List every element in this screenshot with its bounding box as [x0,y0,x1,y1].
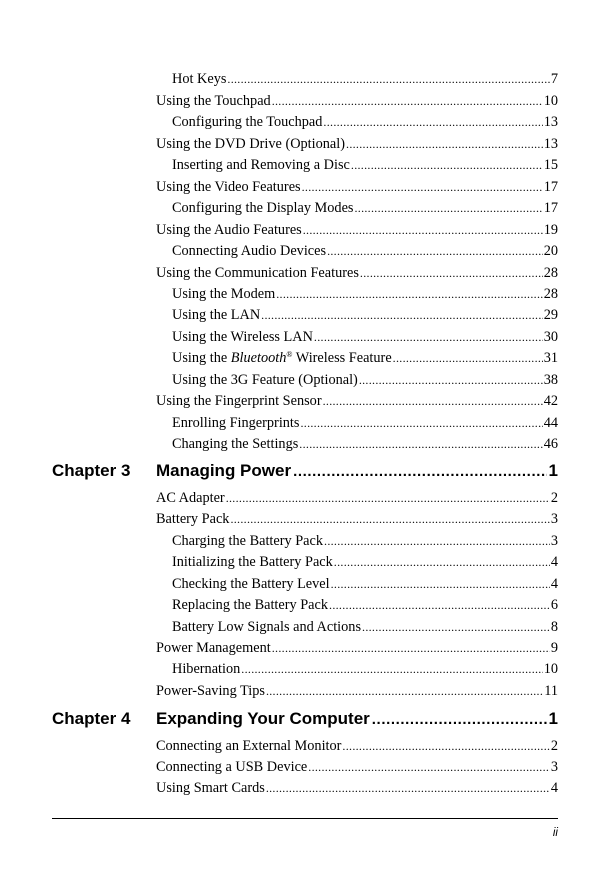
toc-subsection-entry[interactable] [172,532,558,550]
toc-section-entry[interactable] [156,392,558,410]
entry-title: Using the Fingerprint Sensor [156,393,322,409]
toc-subsection-entry[interactable] [172,242,558,260]
entry-page-number: 17 [543,200,558,216]
dot-leader [302,178,543,196]
dot-leader [323,113,542,131]
entry-page-number: 28 [543,286,558,302]
entry-title: Using the Communication Features [156,265,359,281]
dot-leader [329,596,550,614]
entry-page-number: 4 [550,576,558,592]
entry-title: Configuring the Display Modes [172,200,354,216]
toc-subsection-entry[interactable] [172,618,558,636]
entry-page-number: 10 [543,661,558,677]
entry-title: Hot Keys [172,71,227,87]
dot-leader [393,349,543,367]
toc-subsection-entry[interactable] [172,349,558,367]
entry-title: Changing the Settings [172,436,299,452]
dot-leader [227,70,549,88]
toc-subsection-entry[interactable] [172,660,558,678]
page-number: ii [552,827,558,839]
entry-page-number: 3 [550,511,558,527]
entry-page-number: 13 [543,114,558,130]
entry-page-number: 2 [550,490,558,506]
entry-title: Using the 3G Feature (Optional) [172,372,358,388]
entry-page-number: 19 [543,222,558,238]
entry-title: Charging the Battery Pack [172,533,324,549]
dot-leader [308,758,550,776]
entry-page-number: 7 [550,71,558,87]
entry-page-number: 4 [550,554,558,570]
dot-leader [230,510,549,528]
toc-section-entry[interactable] [156,737,558,755]
toc-subsection-entry[interactable] [172,199,558,217]
entry-page-number: 13 [543,136,558,152]
toc-subsection-entry[interactable] [172,70,558,88]
chapter-label: Chapter 4 [52,709,131,728]
entry-page-number: 38 [543,372,558,388]
entry-title: AC Adapter [156,490,225,506]
entry-title: Using the Touchpad [156,93,271,109]
toc-subsection-entry[interactable] [172,156,558,174]
entry-title: Connecting an External Monitor [156,738,342,754]
dot-leader [266,779,550,797]
chapter-label: Chapter 3 [52,461,131,480]
toc-subsection-entry[interactable] [172,328,558,346]
dot-leader [241,660,542,678]
entry-title: Using Smart Cards [156,780,265,796]
entry-page-number: 10 [543,93,558,109]
toc-subsection-entry[interactable] [172,113,558,131]
toc-subsection-entry[interactable] [172,371,558,389]
entry-page-number: 4 [550,780,558,796]
dot-leader [261,306,543,324]
dot-leader [359,371,543,389]
chapter-heading[interactable] [52,708,558,731]
entry-title: Using the Video Features [156,179,301,195]
dot-leader [324,532,550,550]
toc-section-entry[interactable] [156,682,558,700]
dot-leader [331,575,550,593]
entry-page-number: 31 [543,350,558,366]
entry-page-number: 46 [543,436,558,452]
dot-leader [351,156,543,174]
entry-title: Initializing the Battery Pack [172,554,333,570]
dot-leader [266,682,543,700]
toc-section-entry[interactable] [156,639,558,657]
registered-mark: ® [286,350,293,359]
dot-leader [314,328,543,346]
toc-subsection-entry[interactable] [172,414,558,432]
entry-title-italic: Bluetooth [230,350,287,366]
chapter-heading[interactable] [52,460,558,483]
toc-section-entry[interactable] [156,510,558,528]
chapter-title: Managing Power [156,461,292,480]
toc-subsection-entry[interactable] [172,575,558,593]
dot-leader [360,264,543,282]
dot-leader [272,639,550,657]
dot-leader [226,489,550,507]
entry-title: Enrolling Fingerprints [172,415,300,431]
entry-title: Using the DVD Drive (Optional) [156,136,346,152]
entry-page-number: 3 [550,759,558,775]
entry-page-number: 28 [543,265,558,281]
entry-page-number: 9 [550,640,558,656]
toc-subsection-entry[interactable] [172,306,558,324]
entry-title: Power Management [156,640,271,656]
entry-page-number: 2 [550,738,558,754]
entry-title: Battery Pack [156,511,230,527]
entry-title: Using the Wireless LAN [172,329,313,345]
entry-title: Using the LAN [172,307,261,323]
chapter-page-number: 1 [548,709,558,728]
entry-title: Inserting and Removing a Disc [172,157,350,173]
dot-leader [303,221,543,239]
entry-page-number: 20 [543,243,558,259]
entry-page-number: 29 [543,307,558,323]
chapter-title: Expanding Your Computer [156,709,370,728]
footer-rule [52,818,558,819]
toc-subsection-entry[interactable] [172,285,558,303]
entry-page-number: 42 [543,393,558,409]
entry-page-number: 17 [543,179,558,195]
toc-subsection-entry[interactable] [172,553,558,571]
toc-section-entry[interactable] [156,135,558,153]
toc-section-entry[interactable] [156,264,558,282]
dot-leader [276,285,542,303]
entry-page-number: 11 [544,683,558,699]
dot-leader [272,92,543,110]
entry-title: Using the Audio Features [156,222,302,238]
dot-leader [300,414,542,432]
entry-page-number: 30 [543,329,558,345]
toc-section-entry[interactable] [156,178,558,196]
entry-title-part: Using the [172,350,231,366]
entry-page-number: 3 [550,533,558,549]
toc-subsection-entry[interactable] [172,596,558,614]
dot-leader [299,435,542,453]
dot-leader [327,242,543,260]
entry-title: Replacing the Battery Pack [172,597,329,613]
entry-title [172,349,392,367]
dot-leader [293,461,546,483]
entry-title: Configuring the Touchpad [172,114,323,130]
entry-page-number: 15 [543,157,558,173]
entry-page-number: 44 [543,415,558,431]
dot-leader [323,392,543,410]
entry-page-number: 6 [550,597,558,613]
dot-leader [372,709,547,731]
entry-title: Using the Modem [172,286,276,302]
entry-title: Connecting a USB Device [156,759,308,775]
dot-leader [334,553,550,571]
toc-section-entry[interactable] [156,758,558,776]
entry-title: Connecting Audio Devices [172,243,327,259]
toc-section-entry[interactable] [156,779,558,797]
entry-title: Hibernation [172,661,241,677]
entry-title-part: Wireless Feature [292,350,392,366]
toc-section-entry[interactable] [156,92,558,110]
dot-leader [362,618,550,636]
entry-page-number: 8 [550,619,558,635]
toc-section-entry[interactable] [156,221,558,239]
dot-leader [342,737,549,755]
toc-section-entry[interactable] [156,489,558,507]
toc-subsection-entry[interactable] [172,435,558,453]
chapter-page-number: 1 [548,461,558,480]
entry-title: Battery Low Signals and Actions [172,619,362,635]
entry-title: Checking the Battery Level [172,576,330,592]
dot-leader [346,135,543,153]
entry-title: Power-Saving Tips [156,683,265,699]
dot-leader [354,199,542,217]
